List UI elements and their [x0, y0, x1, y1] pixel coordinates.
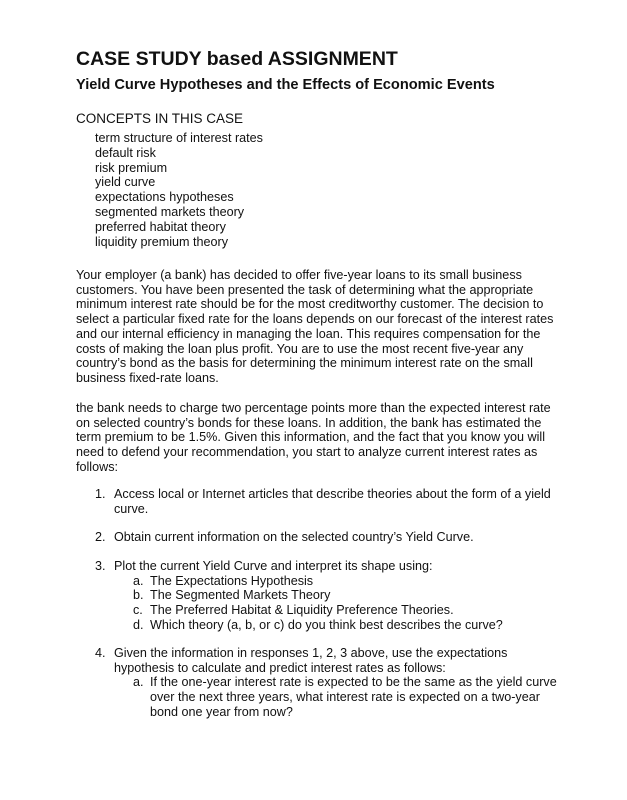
- sub-item: [133, 574, 565, 589]
- sub-item: [133, 603, 565, 618]
- sub-item: [133, 618, 565, 633]
- question-4: [95, 646, 565, 720]
- question-number: 2.: [95, 530, 106, 544]
- concept-item: preferred habitat theory: [95, 219, 226, 234]
- sub-item-text: Which theory (a, b, or c) do you think best describes the curve?: [150, 617, 503, 632]
- question-number: 3.: [95, 559, 106, 573]
- sub-item-letter: c.: [133, 603, 143, 618]
- question-text: Obtain current information on the selected country’s Yield Curve.: [114, 530, 474, 544]
- question-text: Access local or Internet articles that describe theories about the form of a yield curve.: [114, 487, 551, 516]
- concepts-list: [95, 131, 263, 249]
- concept-item: term structure of interest rates: [95, 131, 263, 145]
- sub-item: [133, 675, 565, 719]
- question-3: [95, 559, 565, 633]
- sub-item-text: The Segmented Markets Theory: [150, 588, 331, 603]
- sub-item-letter: d.: [133, 617, 144, 632]
- concept-item: risk premium: [95, 160, 168, 175]
- question-text: Given the information in responses 1, 2, 3 above, use the expectations hypothesis to calculate and predict interest rates as follows:: [114, 646, 508, 675]
- concept-item: expectations hypotheses: [95, 190, 234, 205]
- concepts-heading: CONCEPTS IN THIS CASE: [76, 111, 244, 126]
- question-1: [95, 487, 565, 516]
- concept-item: liquidity premium theory: [95, 234, 228, 249]
- intro-paragraph: Your employer (a bank) has decided to offer five-year loans to its small business customers. You have been presented the task of determining what the appropriate minimum interest rate should be for the most creditworthy customer. The decision to select a particular fixed rate for the loans depends on our forecast of the interest rates and our internal efficiency in managing the loan. This requires compensation for the costs of making the loan plus profit. You are to use the most recent five-year any country’s bond as the basis for determining the minimum interest rate on the small business fixed-rate loans.: [76, 268, 554, 385]
- sub-item: [133, 588, 565, 603]
- question-2: [95, 530, 565, 545]
- requirements-paragraph: the bank needs to charge two percentage points more than the expected interest rate on selected country’s bonds for these loans. In addition, the bank has estimated the term premium to be 1.5%. Given this information, and the fact that you know you will need to defend your recommendation, you start to analyze current interest rates as follows:: [76, 401, 551, 474]
- question-number: 1.: [95, 487, 106, 501]
- document-subtitle: Yield Curve Hypotheses and the Effects of Economic Events: [76, 77, 495, 93]
- sub-item-text: If the one-year interest rate is expected to be the same as the yield curve over the next three years, what interest rate is expected on a two-year bond one year from now?: [150, 675, 557, 719]
- sub-item-letter: a.: [133, 675, 144, 690]
- sub-item-text: The Expectations Hypothesis: [150, 573, 314, 588]
- concept-item: segmented markets theory: [95, 204, 245, 219]
- question-3-sublist: [95, 574, 565, 633]
- sub-item-letter: b.: [133, 588, 144, 603]
- document-title: CASE STUDY based ASSIGNMENT: [76, 48, 398, 70]
- question-4-sublist: [95, 675, 565, 719]
- question-text: Plot the current Yield Curve and interpret its shape using:: [114, 559, 433, 573]
- sub-item-letter: a.: [133, 573, 144, 588]
- sub-item-text: The Preferred Habitat & Liquidity Preference Theories.: [150, 603, 454, 618]
- concept-item: default risk: [95, 145, 156, 160]
- concept-item: yield curve: [95, 175, 156, 190]
- question-number: 4.: [95, 646, 106, 660]
